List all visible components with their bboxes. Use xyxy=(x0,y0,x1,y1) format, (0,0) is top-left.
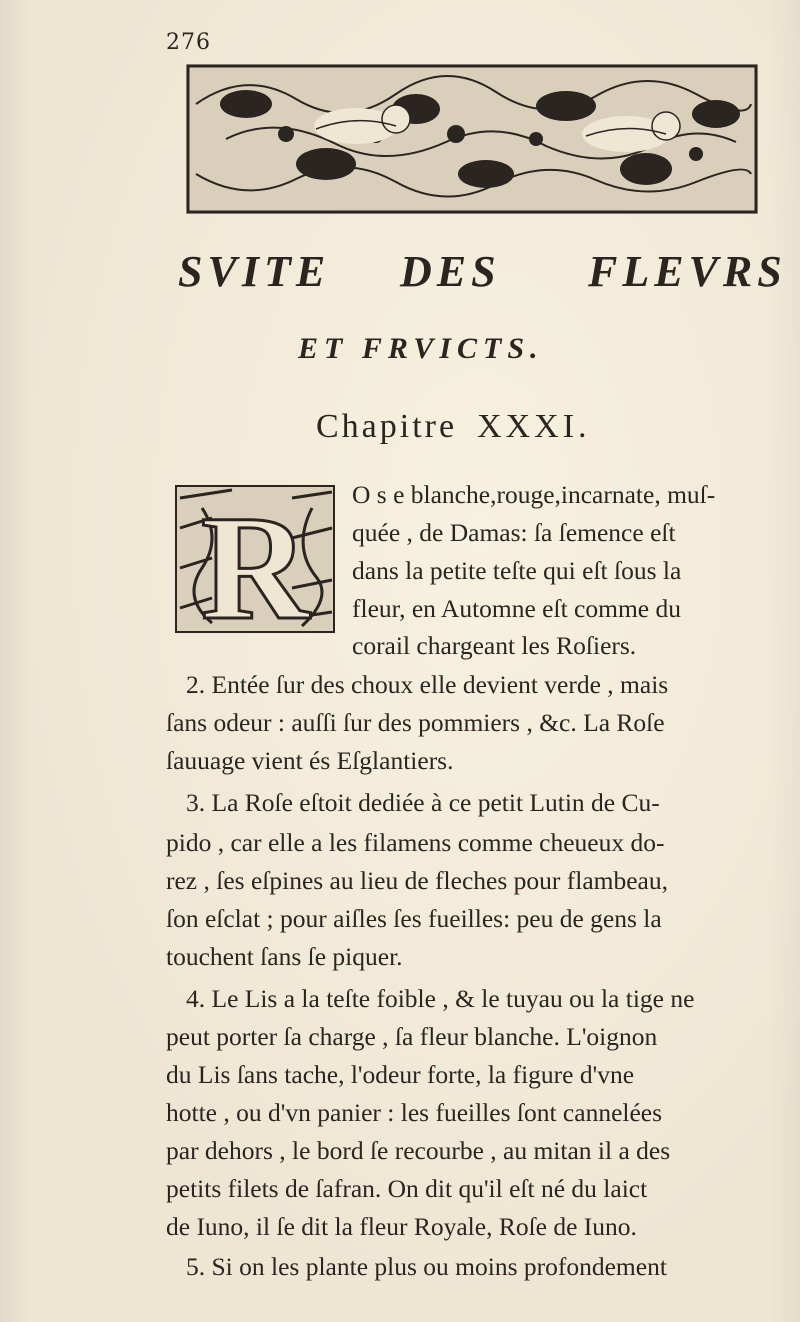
text-line: ſans odeur : auſſi ſur des pommiers , &c. La Roſe xyxy=(166,708,665,737)
text-line: corail chargeant les Roſiers. xyxy=(352,631,637,660)
text-line: rez , ſes eſpines au lieu de fleches pour flambeau, xyxy=(166,866,668,895)
text-line: hotte , ou d'vn panier : les fueilles ſont cannelées xyxy=(166,1098,663,1127)
chapter-heading xyxy=(316,408,591,446)
text-line: de Iuno, il ſe dit la fleur Royale, Roſe de Iuno. xyxy=(166,1212,637,1241)
text-line: par dehors , le bord ſe recourbe , au mitan il a des xyxy=(166,1136,671,1165)
text-line: peut porter ſa charge , ſa fleur blanche. L'oignon xyxy=(166,1022,658,1051)
section-subtitle: ET FRVICTS. xyxy=(298,332,544,365)
dropcap-letter: R xyxy=(200,485,310,638)
title-word: SVITE xyxy=(178,247,331,296)
text-line: touchent ſans ſe piquer. xyxy=(166,942,403,971)
ornamental-dropcap xyxy=(172,468,338,638)
text-line: 3. La Roſe eſtoit dediée à ce petit Lutin de Cu- xyxy=(186,788,660,817)
text-line: ſon eſclat ; pour aiſles ſes fueilles: peu de gens la xyxy=(166,904,662,933)
text-line: du Lis ſans tache, l'odeur forte, la figure d'vne xyxy=(166,1060,635,1089)
text-line: 4. Le Lis a la teſte foible , & le tuyau ou la tige ne xyxy=(186,984,695,1013)
decorative-headpiece-engraving xyxy=(186,64,758,214)
title-word: FLEVRS xyxy=(588,247,787,296)
title-word: DES xyxy=(400,247,501,296)
chapter-number: XXXI. xyxy=(477,408,591,445)
chapter-label: Chapitre xyxy=(316,408,458,445)
text-line: ſauuage vient és Eſglantiers. xyxy=(166,746,454,775)
text-line: 5. Si on les plante plus ou moins profondement xyxy=(186,1252,667,1281)
text-line: pido , car elle a les filamens comme cheueux do- xyxy=(166,828,665,857)
text-line: dans la petite teſte qui eſt ſous la xyxy=(352,556,682,585)
text-line: quée , de Damas: ſa ſemence eſt xyxy=(352,518,676,547)
text-line: fleur, en Automne eſt comme du xyxy=(352,594,681,623)
page-number: 276 xyxy=(166,30,211,55)
text-line: O s e blanche,rouge,incarnate, muſ- xyxy=(352,480,716,509)
text-line: petits filets de ſafran. On dit qu'il eſt né du laict xyxy=(166,1174,648,1203)
text-line: 2. Entée ſur des choux elle devient verde , mais xyxy=(186,670,669,699)
